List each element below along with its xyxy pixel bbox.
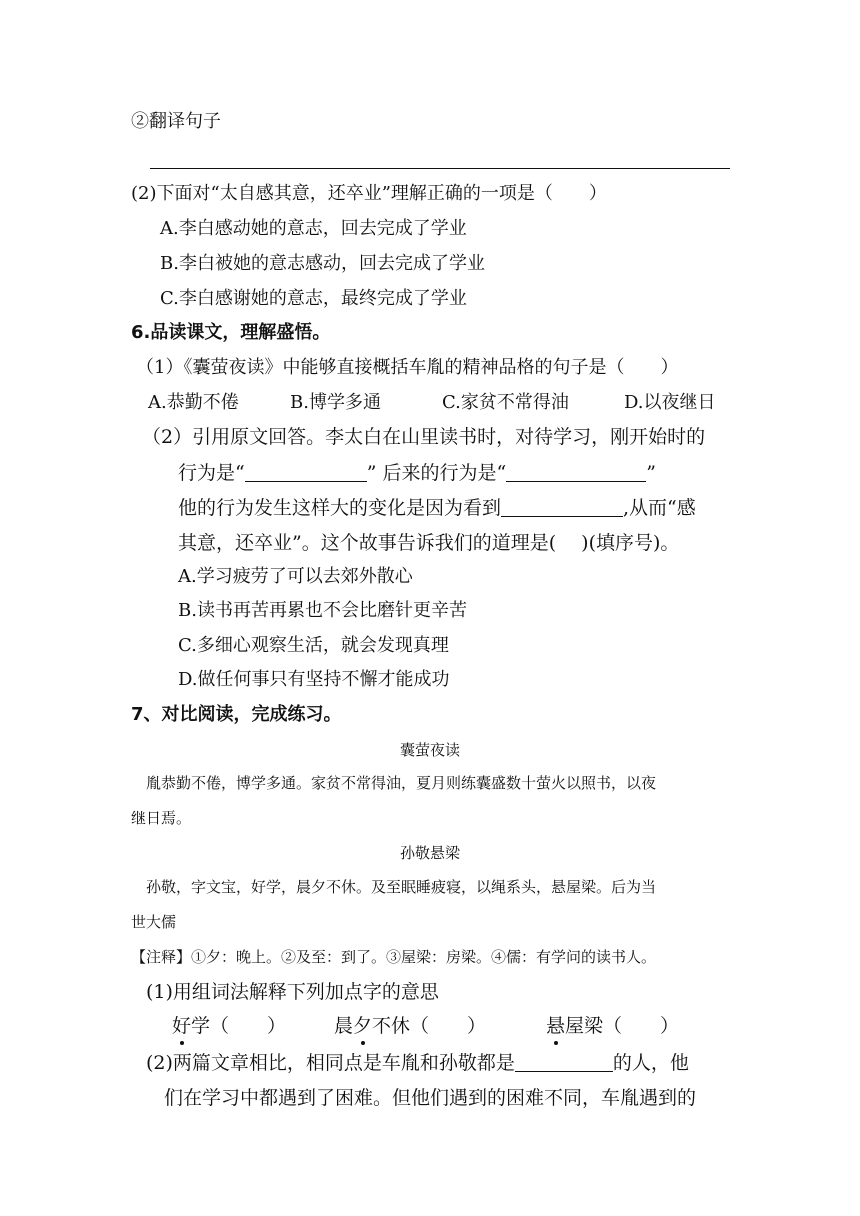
text1-title: 囊萤夜读 bbox=[399, 741, 460, 759]
s7-q2-line1 bbox=[146, 1050, 689, 1076]
s6-q2-line2 bbox=[178, 460, 656, 486]
answer-blank[interactable] bbox=[506, 461, 646, 482]
s6-q2-option-c: C.多细心观察生活，就会发现真理 bbox=[178, 635, 449, 656]
s7-q2-text: 的人，他 bbox=[612, 1052, 689, 1074]
answer-blank[interactable] bbox=[245, 461, 367, 482]
s6-q1-stem: （1）《囊萤夜读》中能够直接概括车胤的精神品格的句子是（ ） bbox=[136, 357, 679, 378]
s6-q2-text: 他的行为发生这样大的变化是因为看到 bbox=[178, 497, 502, 519]
answer-line bbox=[150, 168, 730, 169]
annotation-note: 【注释】①夕：晚上。②及至：到了。③屋梁：房梁。④儒：有学问的读书人。 bbox=[131, 948, 657, 966]
s6-q2-text: 行为是“ bbox=[178, 462, 245, 484]
s7-q1-item: 好学（ ） bbox=[172, 1015, 287, 1037]
s6-q2-line4: 其意，还卒业”。这个故事告诉我们的道理是( )(填序号)。 bbox=[178, 532, 680, 554]
s6-q2-line3 bbox=[178, 495, 696, 521]
s6-q1-option-b: B.博学多通 bbox=[290, 392, 381, 413]
q2-option-a: A.李白感动她的意志，回去完成了学业 bbox=[160, 218, 467, 239]
s6-q1-option-c: C.家贫不常得油 bbox=[442, 392, 569, 413]
text1-line2: 继日焉。 bbox=[131, 809, 192, 827]
s6-q1-option-a: A.恭勤不倦 bbox=[148, 392, 239, 413]
dotted-char: 悬 bbox=[546, 1015, 566, 1037]
s7-q1-item: 晨夕不休（ ） bbox=[334, 1015, 487, 1037]
s7-q2-line2: 们在学习中都遇到了困难。但他们遇到的困难不同，车胤遇到的 bbox=[164, 1087, 697, 1109]
answer-blank[interactable] bbox=[515, 1051, 613, 1072]
answer-blank[interactable] bbox=[501, 496, 623, 517]
s6-q2-line1: （2）引用原文回答。李太白在山里读书时，对待学习，刚开始时的 bbox=[142, 426, 706, 448]
translate-prompt: ②翻译句子 bbox=[131, 111, 221, 132]
dotted-char: 夕 bbox=[353, 1015, 373, 1037]
s7-q2-text: (2)两篇文章相比，相同点是车胤和孙敬都是 bbox=[146, 1052, 515, 1074]
text2-line1: 孙敬，字文宝，好学，晨夕不休。及至眠睡疲寝，以绳系头，悬屋梁。后为当 bbox=[146, 878, 657, 896]
q2-option-b: B.李白被她的意志感动，回去完成了学业 bbox=[160, 253, 485, 274]
s7-q1-stem: (1)用组词法解释下列加点字的意思 bbox=[146, 981, 439, 1003]
text2-title: 孙敬悬梁 bbox=[399, 844, 460, 862]
q2-option-c: C.李白感谢她的意志，最终完成了学业 bbox=[160, 288, 467, 309]
section-6-title: 6.品读课文，理解盛悟。 bbox=[131, 322, 331, 343]
s6-q1-option-d: D.以夜继日 bbox=[624, 392, 716, 413]
s6-q2-text: ” bbox=[646, 462, 656, 484]
dotted-char: 好 bbox=[172, 1015, 192, 1037]
s6-q2-option-a: A.学习疲劳了可以去郊外散心 bbox=[178, 566, 413, 587]
s6-q2-option-b: B.读书再苦再累也不会比磨针更辛苦 bbox=[178, 600, 467, 621]
section-7-title: 7、对比阅读，完成练习。 bbox=[131, 704, 342, 725]
q2-stem: (2)下面对“太自感其意，还卒业”理解正确的一项是（ ） bbox=[131, 183, 607, 204]
s6-q2-option-d: D.做任何事只有坚持不懈才能成功 bbox=[178, 669, 450, 690]
text1-line1: 胤恭勤不倦，博学多通。家贫不常得油，夏月则练囊盛数十萤火以照书，以夜 bbox=[146, 774, 657, 792]
s6-q2-text: ,从而“感 bbox=[623, 497, 696, 519]
text2-line2: 世大儒 bbox=[131, 913, 177, 931]
s7-q1-item: 悬屋梁（ ） bbox=[546, 1015, 680, 1037]
s6-q2-text: ” 后来的行为是“ bbox=[366, 462, 507, 484]
